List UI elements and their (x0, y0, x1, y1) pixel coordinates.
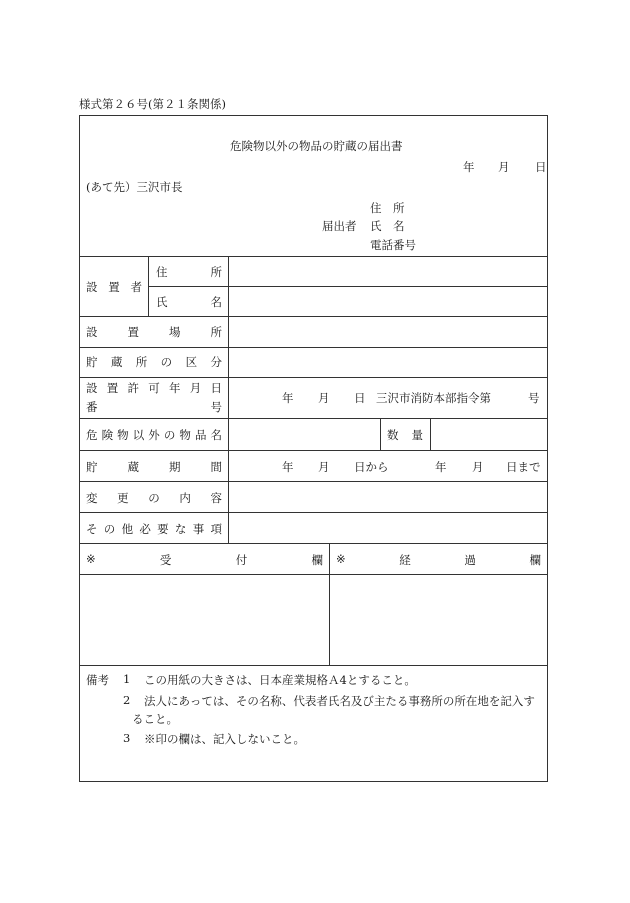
label-char: 物 (117, 428, 129, 442)
label-char: 設 (86, 280, 98, 294)
label-char: 期 (169, 460, 181, 474)
permit-number-suffix: 号 (528, 391, 540, 405)
label-char: 許 (127, 381, 139, 395)
permit-year: 年 (282, 391, 294, 405)
label-char: 蔵 (110, 355, 123, 369)
label-char: 間 (210, 460, 222, 474)
label-char: 号 (210, 400, 222, 414)
label-char: な (174, 522, 187, 536)
progress-column-header: ※ 経 過 欄 (336, 552, 541, 567)
label-char: 要 (157, 522, 169, 536)
label-char: 置 (127, 325, 139, 339)
permit-authority: 三沢市消防本部指令第 (376, 391, 491, 405)
installer-name-label (156, 294, 222, 310)
label-char: 名 (210, 295, 222, 309)
storage-type-label (86, 354, 222, 370)
permit-date-label (86, 380, 222, 396)
note-2-continued: ること。 (132, 712, 178, 726)
label-char: 住 (156, 265, 168, 279)
label-char: 物 (179, 428, 191, 442)
label-char: の (163, 428, 176, 442)
label-char: 名 (210, 428, 222, 442)
label-char: 危 (86, 428, 98, 442)
applicant-phone-label: 電話番号 (370, 238, 416, 252)
permit-day: 日 (354, 391, 366, 405)
period-year-from: 年 (282, 460, 294, 474)
location-label (86, 324, 222, 340)
label-char: 設 (86, 325, 98, 339)
label-char: 外 (148, 428, 160, 442)
permit-number-label (86, 399, 222, 415)
period-month-from: 月 (318, 460, 330, 474)
label-char: 品 (194, 428, 207, 442)
label-char: 所 (135, 355, 148, 369)
applicant-address-label: 住 所 (370, 201, 405, 215)
label-char: 場 (169, 325, 181, 339)
label-char: 必 (139, 522, 151, 536)
label-char: 分 (210, 355, 222, 369)
reception-column-header: ※ 受 付 欄 (86, 552, 323, 567)
period-year-to: 年 (435, 460, 447, 474)
quantity-label (387, 427, 423, 443)
label-char: 他 (121, 522, 134, 536)
other-label (86, 521, 222, 537)
label-char: 内 (179, 491, 191, 505)
form-number: 様式第２６号(第２１条関係) (79, 97, 226, 111)
label-char: 者 (130, 280, 142, 294)
note-1-number: 1 (123, 672, 131, 686)
period-month-to: 月 (472, 460, 484, 474)
date-day-label: 日 (535, 160, 547, 174)
note-3-text: ※印の欄は、記入しないこと。 (144, 732, 305, 746)
label-char: そ (86, 522, 98, 536)
form-title: 危険物以外の物品の貯蔵の届出書 (230, 139, 403, 153)
label-char: 険 (101, 428, 114, 442)
label-char: 番 (86, 400, 98, 414)
label-char: 区 (185, 355, 198, 369)
notification-form (79, 115, 548, 782)
label-char: 所 (210, 265, 222, 279)
permit-month: 月 (318, 391, 330, 405)
period-label (86, 459, 222, 475)
label-char: 貯 (86, 460, 98, 474)
note-2-number: 2 (123, 693, 131, 707)
label-char: の (148, 491, 160, 505)
installer-label (86, 279, 142, 295)
period-from: 日から (354, 460, 389, 474)
label-char: 日 (210, 381, 222, 395)
note-1-text: この用紙の大きさは、日本産業規格Ａ4とすること。 (144, 673, 416, 687)
notes-heading: 備考 (86, 673, 109, 687)
date-year-label: 年 (463, 160, 475, 174)
label-char: 変 (86, 491, 98, 505)
changes-label (86, 490, 222, 506)
label-char: 量 (411, 428, 423, 442)
label-char: 更 (117, 491, 129, 505)
addressee: (あて先）三沢市長 (86, 180, 183, 194)
label-char: 置 (106, 381, 119, 395)
installer-address-label (156, 264, 222, 280)
item-name-label (86, 427, 222, 443)
label-char: 事 (192, 522, 205, 536)
applicant-name-label: 氏 名 (370, 219, 405, 233)
label-char: の (103, 522, 116, 536)
applicant-role-label: 届出者 (322, 219, 357, 233)
date-month-label: 月 (498, 160, 510, 174)
period-to: 日まで (506, 460, 541, 474)
label-char: 数 (387, 428, 399, 442)
label-char: 容 (210, 491, 222, 505)
label-char: 可 (148, 381, 160, 395)
label-char: 貯 (86, 355, 98, 369)
note-2-text: 法人にあっては、その名称、代表者氏名及び主たる事務所の所在地を記入す (144, 694, 535, 708)
label-char: 蔵 (127, 460, 139, 474)
note-3-number: 3 (123, 731, 131, 745)
label-char: 年 (169, 381, 181, 395)
label-char: 月 (189, 381, 202, 395)
label-char: の (160, 355, 173, 369)
label-char: 設 (86, 381, 98, 395)
label-char: 項 (210, 522, 222, 536)
label-char: 氏 (156, 295, 168, 309)
label-char: 置 (108, 280, 120, 294)
label-char: 所 (210, 325, 222, 339)
label-char: 以 (132, 428, 145, 442)
